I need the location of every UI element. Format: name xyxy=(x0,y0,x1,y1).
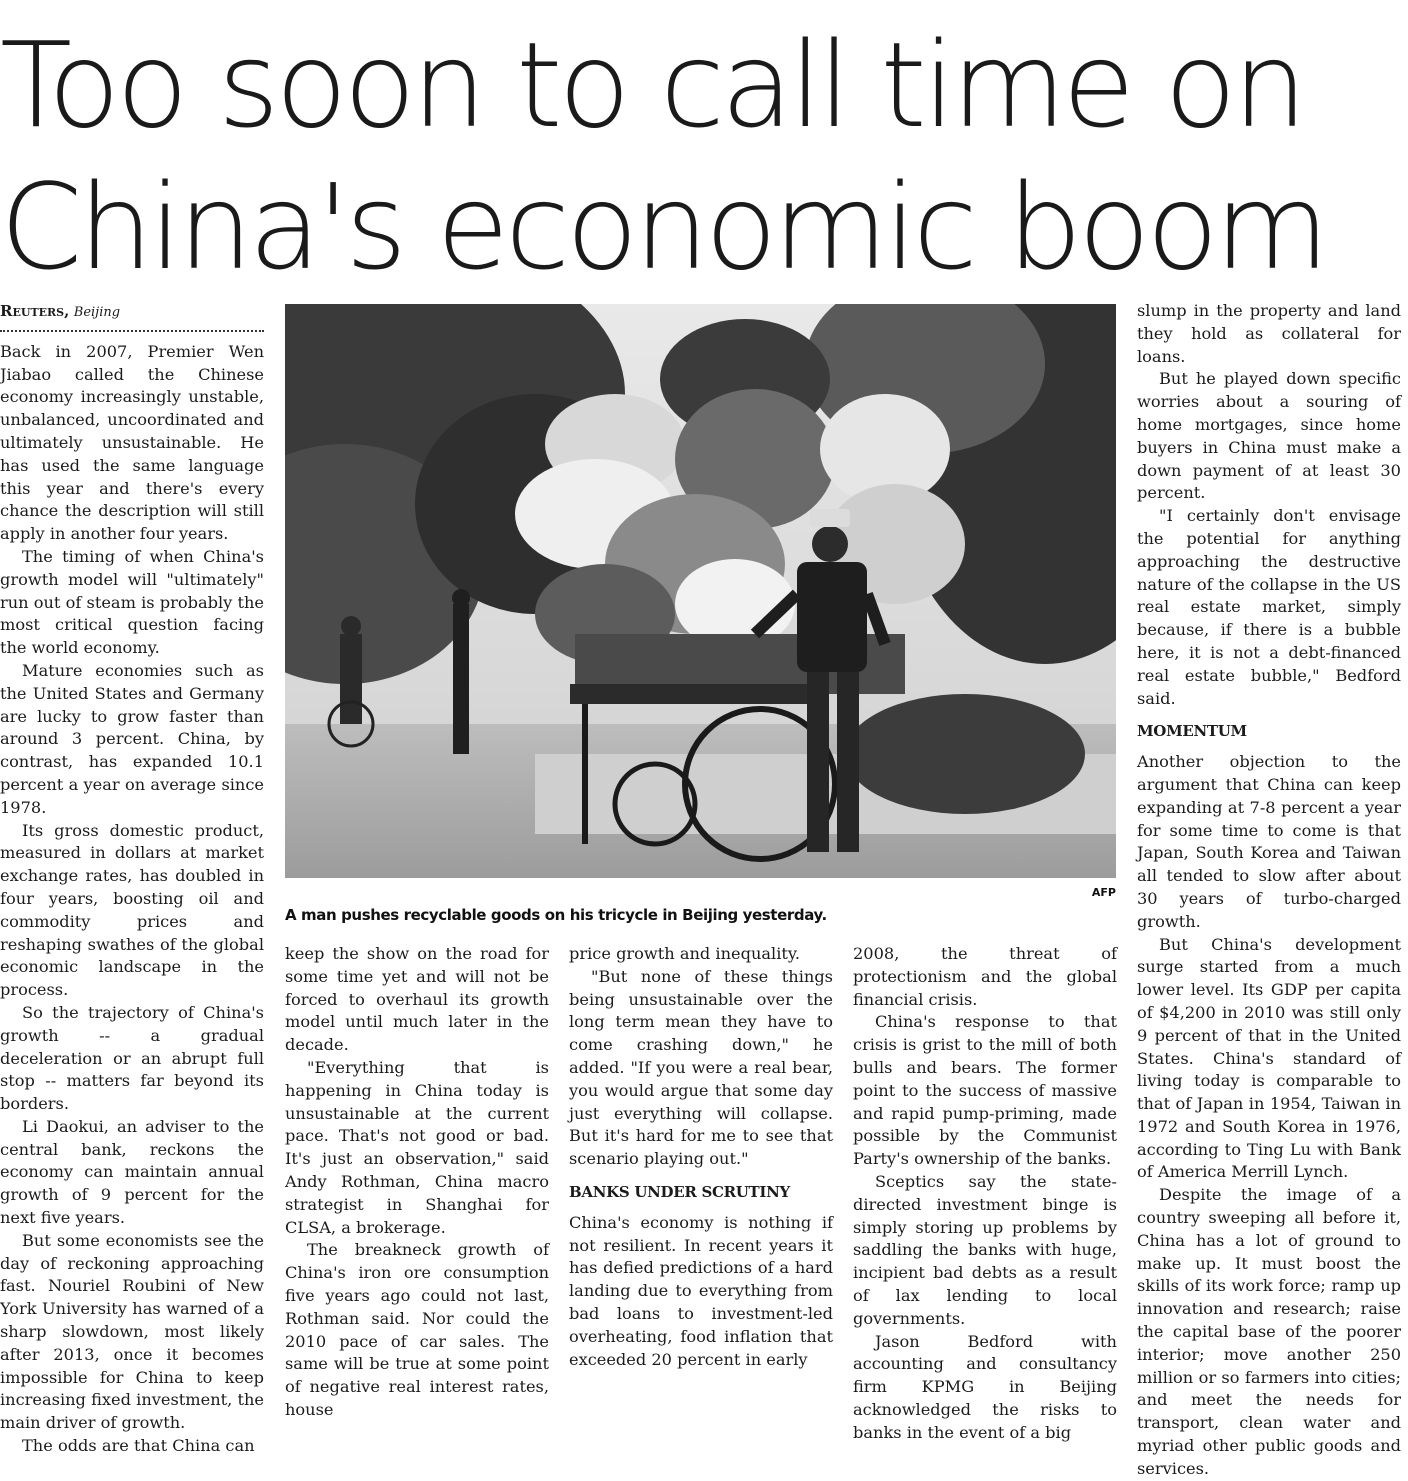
photo-caption: A man pushes recyclable goods on his tricycle in Beijing yesterday. xyxy=(285,906,827,924)
paragraph: The breakneck growth of China's iron ore consumption five years ago could not last, Rothman said. Nor could the 2010 pace of car sales. The same will be true at some point of negative real interest rates, house xyxy=(285,1240,549,1419)
photo-credit: AFP xyxy=(1091,886,1116,899)
article-column-1 xyxy=(0,300,264,1458)
news-photo xyxy=(285,304,1116,878)
article-column-3 xyxy=(569,943,833,1371)
byline-agency: Reuters, xyxy=(0,302,70,320)
paragraph: Its gross domestic product, measured in dollars at market exchange rates, has doubled in four years, boosting oil and commodity prices and reshaping swathes of the global economic landscape in the process. xyxy=(0,820,264,1000)
paragraph: China's response to that crisis is grist to the mill of both bulls and bears. The former point to the success of massive and rapid pump-priming, made possible by the Communist Party's ownership of the banks. xyxy=(853,1012,1117,1169)
paragraph: Li Daokui, an adviser to the central bank, reckons the economy can maintain annual growth of 9 percent for the next five years. xyxy=(0,1116,264,1228)
paragraph: Jason Bedford with accounting and consultancy firm KPMG in Beijing acknowledged the risks to banks in the event of a big xyxy=(853,1331,1117,1442)
byline xyxy=(0,300,264,325)
paragraph: "Everything that is happening in China today is unsustainable at the current pace. That's not good or bad. It's just an observation," said Andy Rothman, China macro strategist in Shanghai for CLSA, a brokerage. xyxy=(285,1057,549,1237)
byline-divider xyxy=(0,330,264,332)
paragraph: "But none of these things being unsustainable over the long term mean they have to come crashing down," he added. "If you were a real bear, you would argue that some day just everything will collapse. But it's hard for me to see that scenario playing out." xyxy=(569,966,833,1169)
paragraph: Back in 2007, Premier Wen Jiabao called the Chinese economy increasingly unstable, unbalanced, uncoordinated and ultimately unsustainable. He has used the same language this year and there's every chance the description will still apply in another four years. xyxy=(0,341,264,544)
paragraph: But China's development surge started from a much lower level. Its GDP per capita of $4,200 in 2010 was still only 9 percent of that in the United States. China's standard of living today is comparable to that of Japan in 1954, Taiwan in 1972 and South Korea in 1976, according to Ting Lu with Bank of America Merrill Lynch. xyxy=(1137,934,1401,1182)
paragraph: So the trajectory of China's growth -- a gradual deceleration or an abrupt full stop -- matters far beyond its borders. xyxy=(0,1002,264,1114)
paragraph: 2008, the threat of protectionism and the global financial crisis. xyxy=(853,944,1117,1009)
paragraph: China's economy is nothing if not resilient. In recent years it has defied predictions of a hard landing due to everything from bad loans to investment-led overheating, food inflation that exceeded 20 percent in early xyxy=(569,1212,833,1369)
subheading-momentum: MOMENTUM xyxy=(1137,722,1247,741)
subheading-banks: BANKS UNDER SCRUTINY xyxy=(569,1182,790,1201)
paragraph: slump in the property and land they hold as collateral for loans. xyxy=(1137,301,1401,366)
paragraph: But he played down specific worries about a souring of home mortgages, since home buyers in China must make a down payment of at least 30 percent. xyxy=(1137,369,1401,503)
tricycle-photo-image xyxy=(285,304,1116,878)
article-column-5 xyxy=(1137,300,1401,1481)
paragraph: But some economists see the day of reckoning approaching fast. Nouriel Roubini of New York University has warned of a sharp slowdown, most likely after 2013, once it becomes impossible for China to keep increasing fixed investment, the main driver of growth. xyxy=(0,1230,264,1433)
paragraph: keep the show on the road for some time yet and will not be forced to overhaul its growth model until much later in the decade. xyxy=(285,944,549,1055)
article-column-4 xyxy=(853,943,1117,1445)
paragraph: Mature economies such as the United States and Germany are lucky to grow faster than around 3 percent. China, by contrast, has expanded 10.1 percent a year on average since 1978. xyxy=(0,660,264,817)
paragraph: Sceptics say the state-directed investment binge is simply storing up problems by saddling the banks with huge, incipient bad debts as a result of lax lending to local governments. xyxy=(853,1171,1117,1328)
paragraph: "I certainly don't envisage the potential for anything approaching the destructive nature of the collapse in the US real estate market, simply because, if there is a bubble here, it is not a debt-financed real estate bubble," Bedford said. xyxy=(1137,506,1401,708)
article-column-2 xyxy=(285,943,549,1422)
paragraph: Despite the image of a country sweeping all before it, China has a lot of ground to make up. It must boost the skills of its work force; ramp up innovation and research; raise the capital base of the poorer interior; move another 250 million or so farmers into cities; and meet the needs for transport, clean water and myriad other public goods and services. xyxy=(1137,1185,1401,1478)
paragraph: The odds are that China can xyxy=(22,1436,255,1456)
byline-location: Beijing xyxy=(73,305,121,320)
paragraph: price growth and inequality. xyxy=(569,944,801,963)
headline: Too soon to call time on China's economic boom xyxy=(0,16,1326,296)
paragraph: The timing of when China's growth model will "ultimately" run out of steam is probably the most critical question facing the world economy. xyxy=(0,546,264,658)
paragraph: Another objection to the argument that China can keep expanding at 7-8 percent a year for some time to come is that Japan, South Korea and Taiwan all tended to slow after about 30 years of turbo-charged growth. xyxy=(1137,752,1401,931)
